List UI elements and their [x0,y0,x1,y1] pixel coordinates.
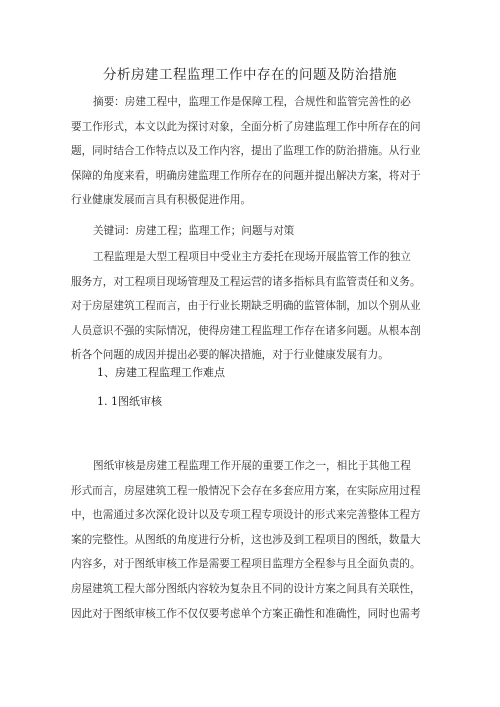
abstract-line: 要工作形式，本文以此为探讨对象，全面分析了房建监理工作中所存在的问 [71,120,421,133]
subsection-heading: 1. 1图纸审核 [97,395,162,408]
keywords-paragraph [71,219,430,244]
intro-line: 对于房屋建筑工程而言，由于行业长期缺乏明确的监管体制，加以个别从业 [71,300,421,313]
intro-line: 人员意识不强的实际情况，使得房建工程监理工作存在诸多问题。从根本剖 [71,324,421,337]
intro-paragraph [71,245,430,368]
body-line: 案的完整性。从图纸的角度进行分析，这也涉及到工程项目的图纸，数量大 [71,533,421,546]
body-line: 内容多，对于图纸审核工作是需要工程项目监理方全程参与且全面负责的。 [71,558,421,571]
body-line: 中，也需通过多次深化设计以及专项工程专项设计的形式来完善整体工程方 [71,509,421,522]
body-line: 形式而言，房屋建筑工程一般情况下会存在多套应用方案，在实际应用过程 [71,484,421,497]
keywords-line: 关键词：房建工程；监理工作；问题与对策 [93,225,295,237]
abstract-line: 行业健康发展而言具有积极促进作用。 [71,194,252,207]
body-paragraph [71,454,430,626]
abstract-line: 题，同时结合工作特点以及工作内容，提出了监理工作的防治措施。从行业 [71,145,421,158]
intro-line: 析各个问题的成因并提出必要的解决措施，对于行业健康发展有力。 [71,349,389,362]
section-heading: 1、房建工程监理工作难点 [97,366,225,379]
body-line: 图纸审核是房建工程监理工作开展的重要工作之一，相比于其他工程 [93,460,411,472]
abstract-paragraph [71,90,430,213]
body-line: 因此对于图纸审核工作不仅仅要考虑单个方案正确性和准确性，同时也需考 [71,607,421,620]
abstract-line: 摘要：房建工程中，监理工作是保障工程，合规性和监管完善性的必 [93,96,411,108]
document-title: 分析房建工程监理工作中存在的问题及防治措施 [103,67,397,83]
intro-line: 工程监理是大型工程项目中受业主方委托在现场开展监管工作的独立 [93,251,411,263]
body-line: 房屋建筑工程大部分图纸内容较为复杂且不同的设计方案之间具有关联性， [71,582,421,595]
abstract-line: 保障的角度来看，明确房建监理工作所存在的问题并提出解决方案，将对于 [71,169,421,182]
intro-line: 服务方，对工程项目现场管理及工程运营的诸多指标具有监管责任和义务。 [71,275,421,288]
